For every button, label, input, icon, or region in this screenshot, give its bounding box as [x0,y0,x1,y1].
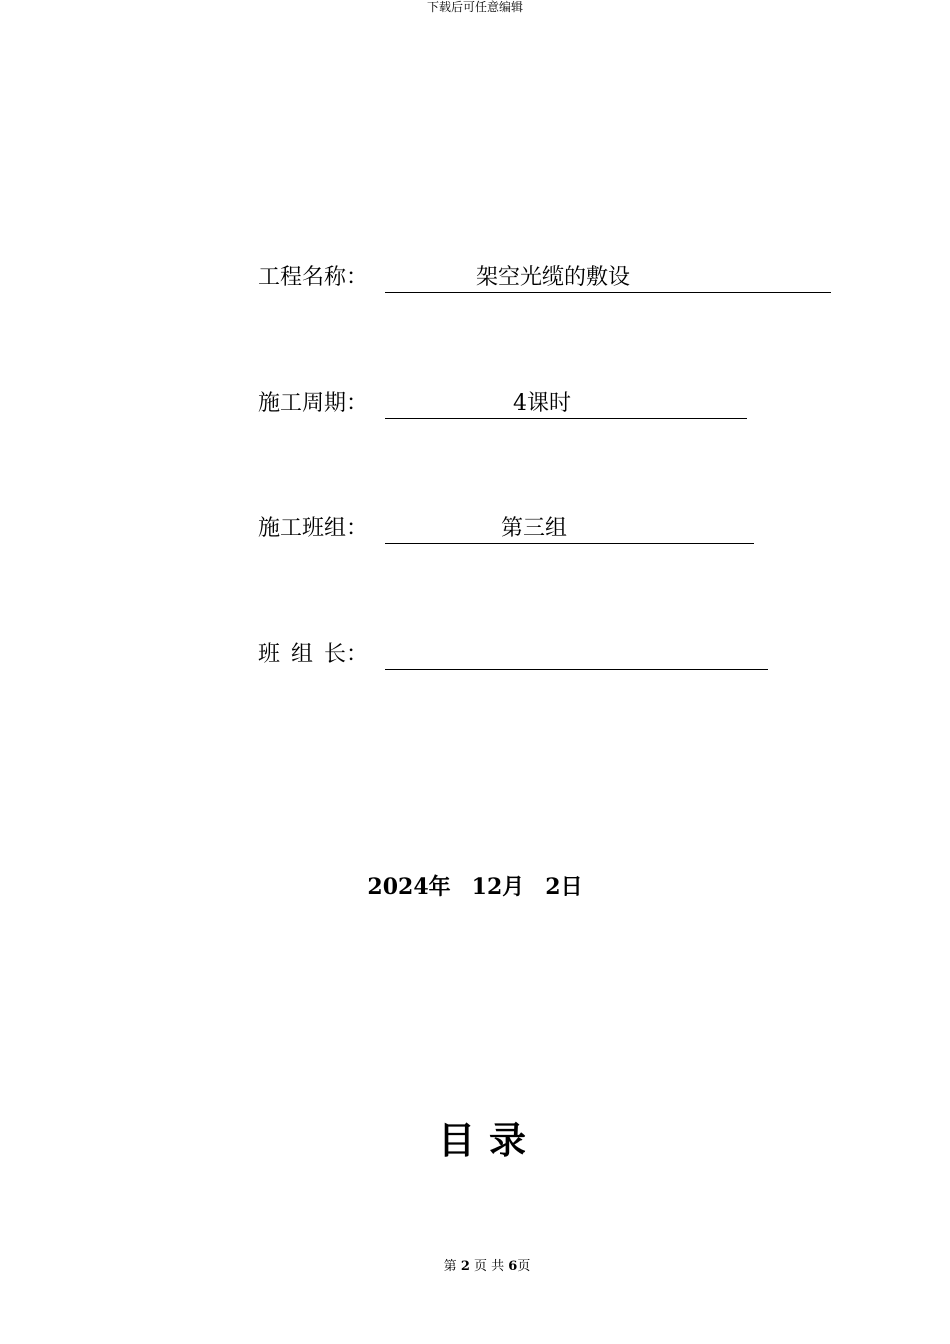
field-value-team: 第三组 [501,516,568,541]
header-note: 下载后可任意编辑 [426,0,523,14]
footer-middle: 页 共 [474,1259,505,1274]
document-date [0,872,950,903]
field-value-period: 4课时 [513,391,571,416]
toc-title: 目录 [438,1118,540,1162]
footer-suffix: 页 [517,1259,531,1274]
page-footer [0,1258,950,1276]
underline-team [385,543,754,544]
footer-total-pages: 6 [508,1259,518,1274]
footer-current-page: 2 [460,1259,470,1274]
date-day-unit: 日 [560,874,583,900]
footer-prefix: 第 [443,1259,457,1274]
date-month-unit: 月 [502,874,525,900]
field-value-project-name: 架空光缆的敷设 [476,265,631,290]
field-label-period: 施工周期： [258,391,369,416]
date-month: 12 [471,874,503,900]
date-year: 2024 [367,874,429,900]
date-year-unit: 年 [428,874,451,900]
date-day: 2 [545,874,561,900]
underline-leader [385,669,768,670]
field-label-project-name: 工程名称： [258,265,369,290]
field-label-team: 施工班组： [258,516,369,541]
field-label-leader: 班 组 长： [258,642,368,667]
